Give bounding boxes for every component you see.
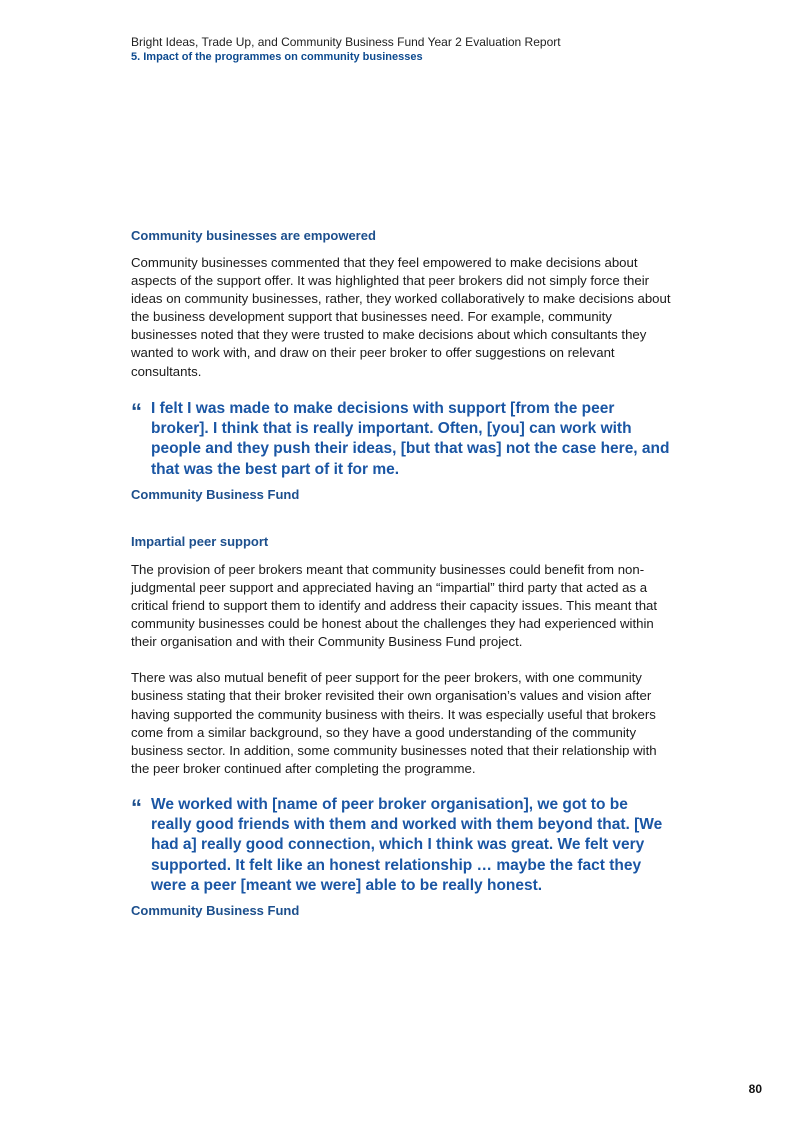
paragraph: The provision of peer brokers meant that community businesses could benefit from non-judgmental peer support and appreciated having an “impartial” third party that acted as a critical friend to support them to identify and address their capacity issues. This meant that community businesses could be honest about the challenges they had experienced within their organisation and with their Community Business Fund project.: [131, 561, 658, 650]
paragraph: There was also mutual benefit of peer support for the peer brokers, with one community business stating that their broker revisited their own organisation’s values and vision after having supported the community business with theirs. It was especially useful that brokers come from a similar background, so they have a good understanding of the community business sector. In addition, some community businesses noted that their relationship with the peer broker continued after completing the programme.: [131, 670, 657, 776]
main-content: [131, 227, 671, 920]
quote-mark-icon: “: [131, 794, 142, 820]
section-title: 5. Impact of the programmes on community businesses: [131, 51, 423, 63]
pull-quote: [131, 795, 671, 896]
paragraph: Community businesses commented that they feel empowered to make decisions about aspects of the support offer. It was highlighted that peer brokers did not simply force their ideas on community businesses, rather, they worked collaboratively to make decisions about the business development support that businesses need. For example, community businesses noted that they were trusted to make decisions about which consultants they wanted to work with, and draw on their peer broker to offer suggestions on relevant consultants.: [131, 255, 671, 379]
pull-quote: [131, 399, 671, 480]
quote-text: I felt I was made to make decisions with support [from the peer broker]. I think that is really important. Often, [you] can work with people and they push their ideas, [but that was] not the case here, and that was the best part of it for me.: [151, 399, 670, 478]
report-title: Bright Ideas, Trade Up, and Community Business Fund Year 2 Evaluation Report: [131, 35, 561, 49]
section-heading-empowered: Community businesses are empowered: [131, 228, 376, 243]
quote-mark-icon: “: [131, 398, 142, 424]
quote-attribution: Community Business Fund: [131, 903, 300, 919]
section-heading-impartial: Impartial peer support: [131, 533, 269, 549]
running-header: [131, 35, 561, 65]
page-number: 80: [748, 1082, 762, 1096]
quote-text: We worked with [name of peer broker organisation], we got to be really good friends with them and worked with them beyond that. [We had a] really good connection, which I think was great. We felt very supported. It felt like an honest relationship … maybe the fact they were a peer [meant we were] able to be really honest.: [151, 795, 663, 895]
quote-attribution: Community Business Fund: [131, 486, 300, 502]
